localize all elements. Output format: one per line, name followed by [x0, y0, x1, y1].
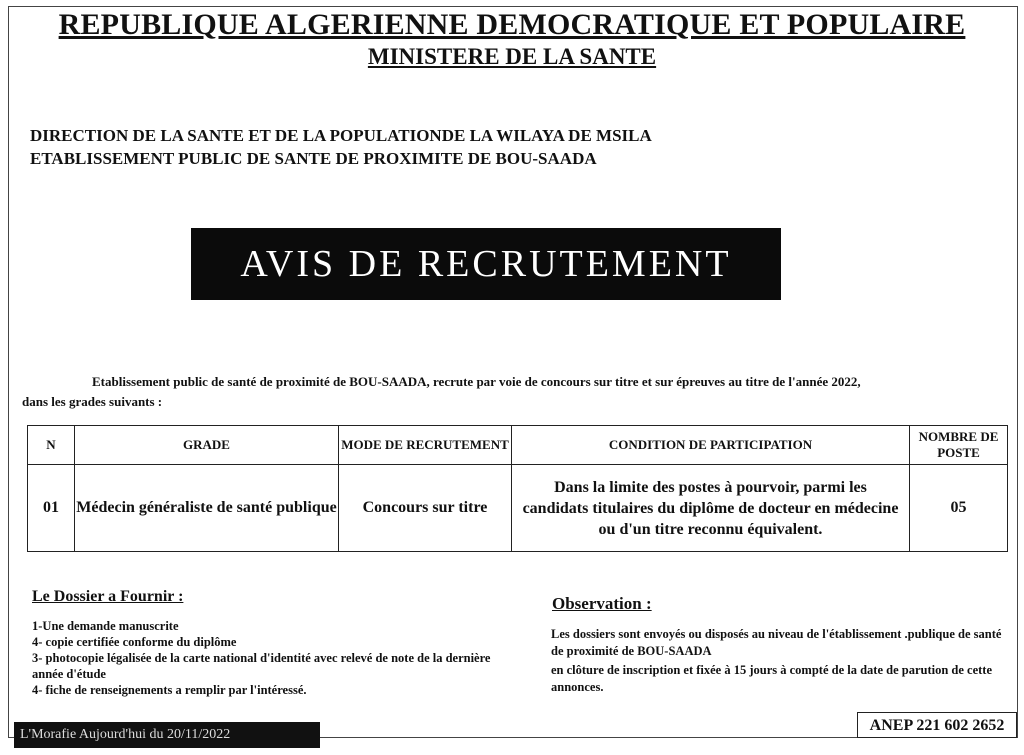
cell-condition: Dans la limite des postes à pourvoir, parmi les candidats titulaires du diplôme de docteur en médecine ou d'un titre reconnu équivalent. — [512, 465, 910, 552]
dossier-list — [32, 618, 512, 698]
table-header-row — [28, 426, 1008, 465]
list-item: 3- photocopie légalisée de la carte national d'identité avec relevé de note de la dernière année d'étude — [32, 651, 491, 681]
intro-paragraph — [22, 372, 1012, 412]
table-row — [28, 465, 1008, 552]
cell-mode: Concours sur titre — [339, 465, 512, 552]
cell-grade: Médecin généraliste de santé publique — [75, 465, 339, 552]
cell-n: 01 — [28, 465, 75, 552]
col-header-grade: GRADE — [75, 426, 339, 465]
list-item: 4- fiche de renseignements a remplir par l'intéressé. — [32, 683, 307, 697]
list-item: 1-Une demande manuscrite — [32, 619, 179, 633]
positions-table — [27, 425, 1008, 552]
newspaper-date-stamp: L'Morafie Aujourd'hui du 20/11/2022 — [14, 722, 320, 748]
establishment-line: ETABLISSEMENT PUBLIC DE SANTE DE PROXIMITE DE BOU-SAADA — [30, 149, 597, 168]
republic-header: REPUBLIQUE ALGERIENNE DEMOCRATIQUE ET POPULAIRE — [58, 8, 966, 41]
ministry-header: MINISTERE DE LA SANTE — [367, 44, 657, 69]
observation-line-2: en clôture de inscription et fixée à 15 jours à compté de la date de parution de cette annonces. — [551, 663, 993, 694]
col-header-mode: MODE DE RECRUTEMENT — [339, 426, 512, 465]
list-item: 4- copie certifiée conforme du diplôme — [32, 635, 237, 649]
direction-line: DIRECTION DE LA SANTE ET DE LA POPULATIONDE LA WILAYA DE MSILA — [30, 126, 652, 145]
observation-line-1: Les dossiers sont envoyés ou disposés au niveau de l'établissement .publique de santé de proximité de BOU-SAADA — [551, 627, 1002, 658]
observation-title: Observation : — [552, 594, 652, 613]
dossier-title: Le Dossier a Fournir : — [32, 588, 184, 605]
notice-banner: AVIS DE RECRUTEMENT — [191, 228, 781, 300]
col-header-n: N — [28, 426, 75, 465]
cell-nombre: 05 — [910, 465, 1008, 552]
intro-line-1: Etablissement public de santé de proximité de BOU-SAADA, recrute par voie de concours sur titre et sur épreuves au titre de l'année 2022, — [92, 374, 861, 389]
col-header-condition: CONDITION DE PARTICIPATION — [512, 426, 910, 465]
intro-line-2: dans les grades suivants : — [22, 394, 163, 409]
col-header-nombre: NOMBRE DE POSTE — [910, 426, 1008, 465]
observation-text — [551, 626, 1011, 698]
anep-reference: ANEP 221 602 2652 — [857, 712, 1017, 738]
